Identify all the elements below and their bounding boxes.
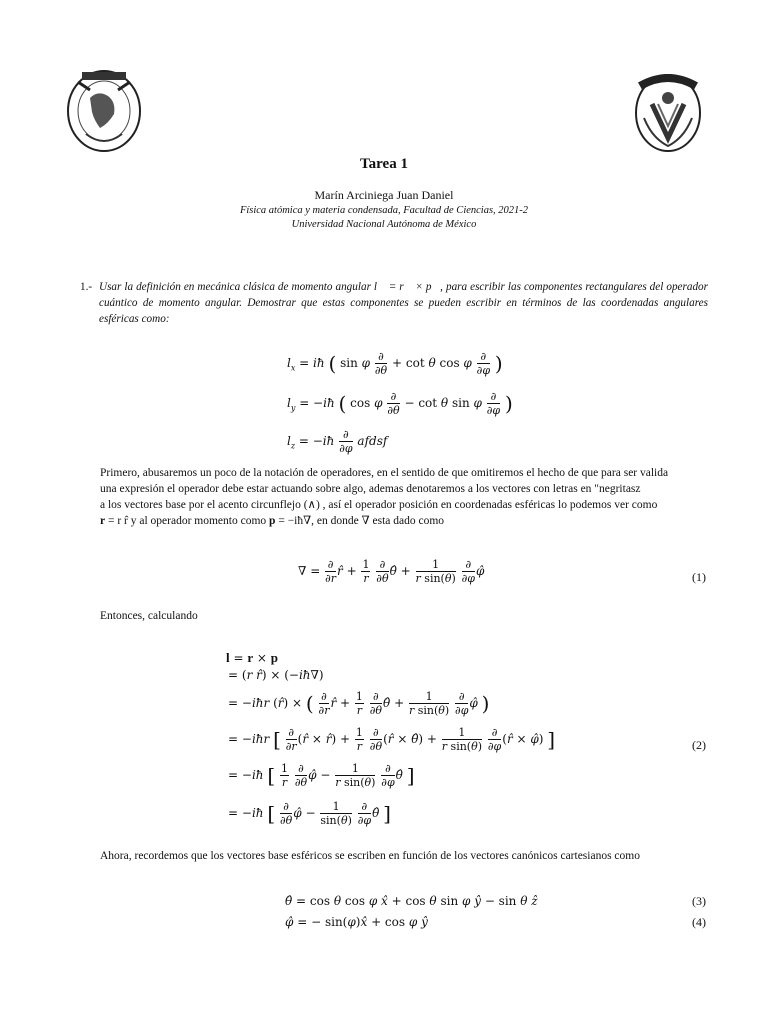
equation-2-line-4: = −iħr [ $\frac{\partial}{\partial r}$ (r̂ × r̂) + $\frac{1}{r}$ $\frac{\partial}{\partial\theta}$ (r̂ × θ̂) + $\frac{1}{\text{r sin(θ)}}$ $\frac{\partial}{\partial\varphi}$ (r̂ × φ̂) ]	[228, 726, 556, 753]
equation-2-line-5: = −iħ [ $\frac{1}{r}$ $\frac{\partial}{\partial\theta}$ φ̂ − $\frac{1}{\text{r sin(θ)}}$ $\frac{\partial}{\partial\varphi}$ θ̂ ]	[228, 762, 415, 789]
author-name: Marín Arciniega Juan Daniel	[314, 188, 454, 202]
equation-lx: $l_x$ = iħ ( sin φ $\frac{\partial}{\partial\theta}$ + cot θ cos φ $\frac{\partial}{\partial\varphi}$ )	[287, 350, 503, 377]
equation-lz: $l_z$ = −iħ $\frac{\partial}{\partial\varphi}$ afdsf	[287, 428, 388, 455]
equation-nabla: ∇ = $\frac{\partial}{\partial r}$ r̂ + $\frac{1}{r}$ $\frac{\partial}{\partial\theta}$ θ̂ + $\frac{1}{\text{r sin(θ)}}$ $\frac{\partial}{\partial\varphi}$ φ̂	[298, 558, 485, 585]
ciencias-seal-logo	[632, 68, 704, 154]
equation-2-line-1: l = r × p	[226, 650, 279, 665]
problem-1	[80, 279, 708, 327]
equation-number-2: (2)	[692, 738, 706, 752]
equation-phi-hat: φ̂ = − sin(φ)x̂ + cos φ ŷ	[285, 915, 428, 929]
equation-2-line-6: = −iħ [ $\frac{\partial}{\partial\theta}$ φ̂ − $\frac{1}{\sin(\theta)}$ $\frac{\partial}{\partial\varphi}$ θ̂ ]	[228, 800, 391, 827]
unam-seal-logo	[64, 68, 144, 154]
equation-theta-hat: θ̂ = cos θ cos φ x̂ + cos θ sin φ ŷ − sin θ ẑ	[285, 894, 538, 908]
affiliation-line-1: Física atómica y materia condensada, Facultad de Ciencias, 2021-2	[239, 205, 529, 216]
equation-number-1: (1)	[692, 570, 706, 584]
problem-statement: Usar la definición en mecánica clásica de momento angular l⃗ = r⃗ × p⃗, para escribir las componentes rectangulares del operador cuántico de momento angular. Demostrar que estas componentes se pueden escribir en términos de las coordenadas angulares esféricas como:	[99, 281, 708, 325]
paragraph-calculating: Entonces, calculando	[100, 610, 198, 622]
affiliation-line-2: Universidad Nacional Autónoma de México	[291, 219, 477, 230]
equation-ly: $l_y$ = −iħ ( cos φ $\frac{\partial}{\partial\theta}$ − cot θ sin φ $\frac{\partial}{\partial\varphi}$ )	[287, 390, 513, 417]
paragraph-notation: Primero, abusaremos un poco de la notación de operadores, en el sentido de que omitiremos el hecho de que para ser valida una expresión el operador debe estar actuando sobre algo, ademas denotaremos a los vectores con letras en "negritasz a los vectores base por el acento circunflejo (∧) , así el operador posición en coordenadas esféricas lo podemos ver como r = r r̂ y al operador momento como p = −iħ∇, en donde ∇ esta dado como	[100, 467, 669, 527]
equation-number-4: (4)	[692, 915, 706, 929]
equation-2-line-2: = (r r̂) × (−iħ∇)	[228, 668, 324, 682]
document-title: Tarea 1	[360, 156, 408, 172]
equation-number-3: (3)	[692, 894, 706, 908]
problem-number: 1.-	[80, 281, 93, 293]
paragraph-basis-vectors: Ahora, recordemos que los vectores base esféricos se escriben en función de los vectores canónicos cartesianos como	[100, 850, 640, 862]
equation-2-line-3: = −iħr (r̂) × ( $\frac{\partial}{\partial r}$ r̂ + $\frac{1}{r}$ $\frac{\partial}{\partial\theta}$ θ̂ + $\frac{1}{\text{r sin(θ)}}$ $\frac{\partial}{\partial\varphi}$ φ̂ )	[228, 690, 490, 717]
